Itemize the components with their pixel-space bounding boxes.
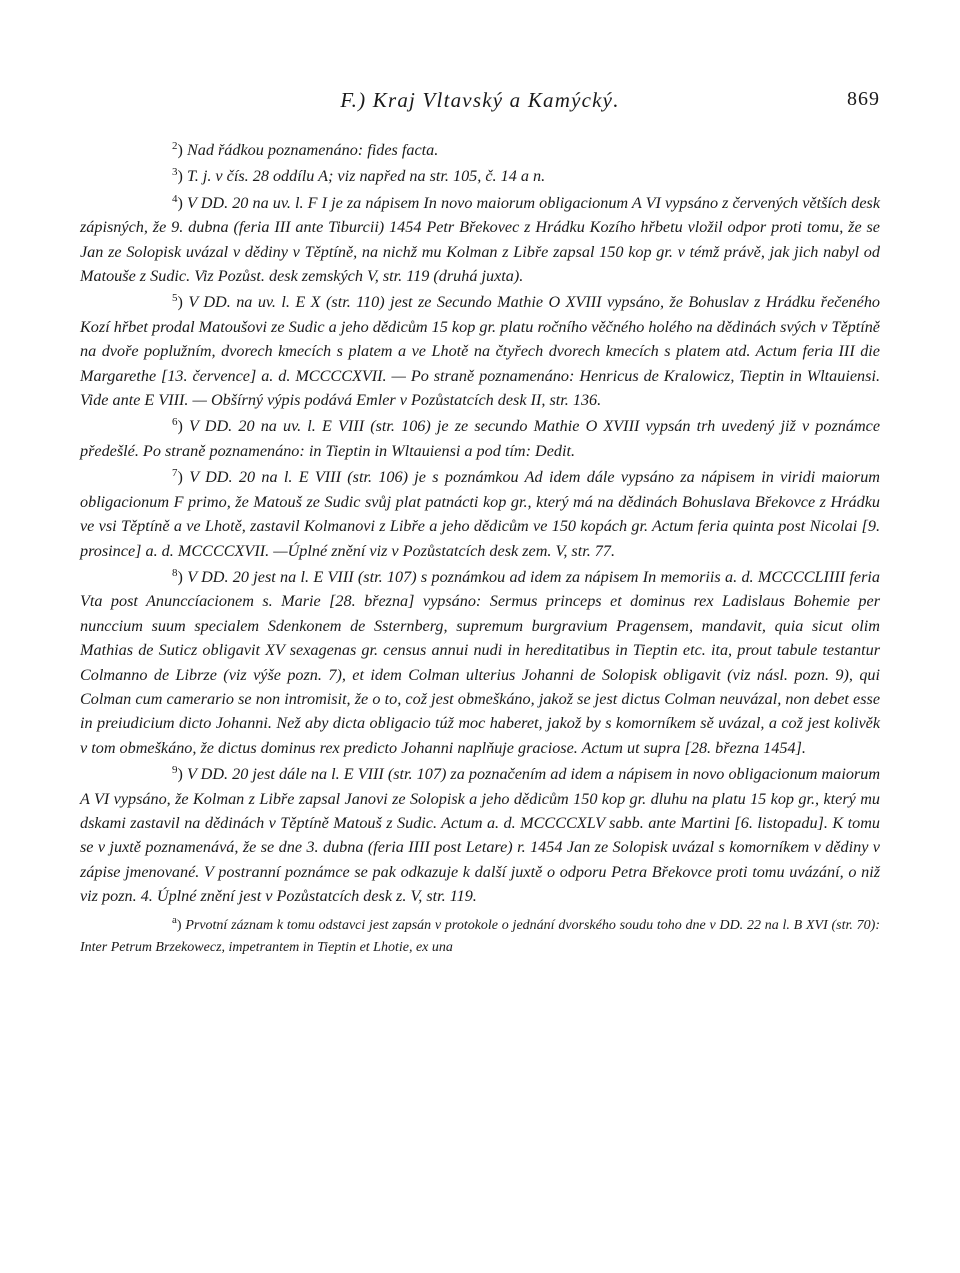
footnote-text: Nad řádkou poznamenáno: fides facta. xyxy=(186,141,439,159)
footnote-mark: 9 xyxy=(172,764,178,777)
footnote-8: $^8$) V DD. 20 jest na l. E VIII (str. 107) s poznámkou ad idem za nápisem In memoriis a. d. MCCCCLIIII feria Vta post Anunccíacionem s. Marie [28. března] vypsáno: Sermus princeps et dominus rex Ladislaus Bohemie per nunccium suum specialem Sdenkonem de Ssternberg, supremum burgravium Pragensem, mandavit, quia sicut olim Mathias de Suticz obligavit XV sexagenas gr. census annui nudi in hereditatibus in Tieptin etc. ita, prout tabule testantur Colmanno de Librze (viz výše pozn. 7), et idem Colman ulterius Johanni de Solopisk obligavit (viz násl. pozn. 9), qui Colman cum camerario se non intromisit, že o to, což jest obmeškáno, jakož se jest dictus Colman neuvázal, non debet esse in preiudicium dicto Johanni. Než aby dicta obligacio túž moc haberet, jakož by s komorníkem sě uvázal, a což jest kolivěk v tom obmeškáno, že dictus dominus rex predicto Johanni naplňuje graciose. Actum ut supra [28. března 1454]. xyxy=(80,566,880,757)
running-head: F.) Kraj Vltavský a Kamýcký. xyxy=(340,88,620,112)
footnote-text: V DD. 20 jest dále na l. E VIII (str. 107) za poznačením ad idem a nápisem in novo obligacionum maiorum A VI vypsáno, že Kolman z Libře zapsal Janovi ze Solopisk a jeho dědicům 150 kop gr. dluhu na platu 15 kop gr., který mu dskami zastavil na dědinách v Těptíně Matouš z Sudic. Actum a. d. MCCCCXLV sabb. ante Martini [6. listopadu]. K tomu se v juxtě poznamenává, že se dne 3. dubna (feria IIII post Letare) r. 1454 Jan ze Solopisk uvázal s komorníkem v dědiny v zápise jmenované. V postranní poznámce se pak odkazuje k další juxtě o odporu Petra Břekovce proti tomu uvázání, o niž viz pozn. 4. Úplné znění jest v Pozůstatcích desk z. V, str. 119. xyxy=(80,765,881,906)
footnote-5: $^5$) V DD. na uv. l. E X (str. 110) jest ze Secundo Mathie O XVIII vypsáno, že Bohuslav z Hrádku řečeného Kozí hřbet prodal Matoušovi ze Sudic a jeho dědicům 15 kop gr. platu ročního věčného holého na dědinách svých v Těptíně na dvoře poplužním, dvorech kmecích s platem a ve Lhotě na čtyřech dvorech kmecích s platem atd. Actum feria III die Margarethe [13. července] a. d. MCCCCXVII. — Po straně poznamenáno: Henricus de Kralowicz, Tieptin in Wltauiensi. Vide ante E VIII. — Obšírný výpis podává Emler v Pozůstatcích desk II, str. 136. xyxy=(80,292,881,410)
footnote-text: T. j. v čís. 28 oddílu A; viz napřed na str. 105, č. 14 a n. xyxy=(186,167,546,186)
footnote-text: V DD. na uv. l. E X (str. 110) jest ze Secundo Mathie O XVIII vypsáno, že Bohuslav z Hrádku řečeného Kozí hřbet prodal Matoušovi ze Sudic a jeho dědicům 15 kop gr. platu ročního věčného holého na dědinách svých v Těptíně na dvoře poplužním, dvorech kmecích s platem a ve Lhotě na čtyřech dvorech kmecích s platem atd. Actum feria III die Margarethe [13. července] a. d. MCCCCXVII. — Po straně poznamenáno: Henricus de Kralowicz, Tieptin in Wltauiensi. Vide ante E VIII. — Obšírný výpis podává Emler v Pozůstatcích desk II, str. 136. xyxy=(80,293,881,410)
footnote-text: V DD. 20 jest na l. E VIII (str. 107) s poznámkou ad idem za nápisem In memoriis a. d. MCCCCLIIII feria Vta post Anunccíacionem s. Marie [28. března] vypsáno: Sermus princeps et dominus rex Ladislaus Bohemie per nunccium suum specialem Sdenkonem de Ssternberg, supremum burgravium Pragensem, mandavit, quia sicut olim Mathias de Suticz obligavit XV sexagenas gr. census annui nudi in hereditatibus in Tieptin etc. ita, prout tabule testantur Colmanno de Librze (viz výše pozn. 7), et idem Colman ulterius Johanni de Solopisk obligavit (viz násl. pozn. 9), qui Colman cum camerario se non intromisit, že o to, což jest obmeškáno, jakož se jest dictus Colman neuvázal, non debet esse in preiudicium dicto Johanni. Než aby dicta obligacio túž moc haberet, jakož by s komorníkem sě uvázal, a což jest kolivěk v tom obmeškáno, že dictus dominus rex predicto Johanni naplňuje graciose. Actum ut supra [28. března 1454]. xyxy=(80,567,880,757)
footnote-4: $^4$) V DD. 20 na uv. l. F I je za nápisem In novo maiorum obligacionum A VI vypsáno z červených větších desk zápisných, že 9. dubna (feria III ante Tiburcii) 1454 Petr Břekovec z Hrádku Kozího hřbetu vložil odpor proti tomu, že se Jan ze Solopisk uvázal v dědiny v Těptíně, na nichž mu Kolman z Libře zapsal 150 kop gr. v témž právě, jak jich nabyl od Matouše z Sudic. Viz Pozůst. desk zemských V, str. 119 (druhá juxta). xyxy=(80,192,881,286)
footnote-mark: 6 xyxy=(172,416,178,429)
footnote-text: V DD. 20 na uv. l. E VIII (str. 106) je ze secundo Mathie O XVIII vypsán trh uvedený již v poznámce předešlé. Po straně poznamenáno: in Tieptin in Wltauiensi a pod tím: Dedit. xyxy=(80,417,881,460)
footnote-6: $^6$) V DD. 20 na uv. l. E VIII (str. 106) je ze secundo Mathie O XVIII vypsán trh uvedený již v poznámce předešlé. Po straně poznamenáno: in Tieptin in Wltauiensi a pod tím: Dedit. xyxy=(80,416,881,460)
footnote-mark: 7 xyxy=(172,467,178,480)
footnote-text: V DD. 20 na uv. l. F I je za nápisem In novo maiorum obligacionum A VI vypsáno z červených větších desk zápisných, že 9. dubna (feria III ante Tiburcii) 1454 Petr Břekovec z Hrádku Kozího hřbetu vložil odpor proti tomu, že se Jan ze Solopisk uvázal v dědiny v Těptíně, na nichž mu Kolman z Libře zapsal 150 kop gr. v témž právě, jak jich nabyl od Matouše z Sudic. Viz Pozůst. desk zemských V, str. 119 (druhá juxta). xyxy=(80,193,881,286)
footnote-mark: a xyxy=(172,913,177,926)
footnote-text: Prvotní záznam k tomu odstavci jest zapsán v protokole o jednání dvorského soudu toho dne v DD. 22 na l. B XVI (str. 70): Inter Petrum Brzekowecz, impetrantem in Tieptin et Lhotie, ex una xyxy=(80,917,880,955)
footnote-mark: 5 xyxy=(172,292,178,305)
footnote-3: $^3$) T. j. v čís. 28 oddílu A; viz napřed na str. 105, č. 14 a n. xyxy=(172,166,546,186)
footnote-mark: 2 xyxy=(172,140,178,152)
footnote-mark: 8 xyxy=(172,566,178,579)
footnote-a: $^a$) Prvotní záznam k tomu odstavci jest zapsán v protokole o jednání dvorského soudu toho dne v DD. 22 na l. B XVI (str. 70): Inter Petrum Brzekowecz, impetrantem in Tieptin et Lhotie, ex una xyxy=(80,913,880,955)
page-number: 869 xyxy=(847,88,880,110)
footnote-9: $^9$) V DD. 20 jest dále na l. E VIII (str. 107) za poznačením ad idem a nápisem in novo obligacionum maiorum A VI vypsáno, že Kolman z Libře zapsal Janovi ze Solopisk a jeho dědicům 150 kop gr. dluhu na platu 15 kop gr., který mu dskami zastavil na dědinách v Těptíně Matouš z Sudic. Actum a. d. MCCCCXLV sabb. ante Martini [6. listopadu]. K tomu se v juxtě poznamenává, že se dne 3. dubna (feria IIII post Letare) r. 1454 Jan ze Solopisk uvázal s komorníkem v dědiny v zápise jmenované. V postranní poznámce se pak odkazuje k další juxtě o odporu Petra Břekovce proti tomu uvázání, o niž viz pozn. 4. Úplné znění jest v Pozůstatcích desk z. V, str. 119. xyxy=(80,764,881,906)
footnote-text: V DD. 20 na l. E VIII (str. 106) je s poznámkou Ad idem dále vypsáno za nápisem in viridi maiorum obligacionum F primo, že Matouš ze Sudic svůj plat patnácti kop gr., který má na dědinách Bohuslava Břekovce z Hrádku ve vsi Těptíně a ve Lhotě, zastavil Kolmanovi z Libře a jeho dědicům ve 150 kopách gr. Actum feria quinta post Nicolai [9. prosince] a. d. MCCCCXVII. —Úplné znění viz v Pozůstatcích desk zem. V, str. 77. xyxy=(80,468,880,560)
footnote-mark: 3 xyxy=(172,166,178,179)
footnote-mark: 4 xyxy=(172,192,178,205)
footnote-7: $^7$) V DD. 20 na l. E VIII (str. 106) je s poznámkou Ad idem dále vypsáno za nápisem in viridi maiorum obligacionum F primo, že Matouš ze Sudic svůj plat patnácti kop gr., který má na dědinách Bohuslava Břekovce z Hrádku ve vsi Těptíně a ve Lhotě, zastavil Kolmanovi z Libře a jeho dědicům ve 150 kopách gr. Actum feria quinta post Nicolai [9. prosince] a. d. MCCCCXVII. —Úplné znění viz v Pozůstatcích desk zem. V, str. 77. xyxy=(80,467,880,560)
footnotes xyxy=(80,138,880,959)
footnote-2: $^2$) Nad řádkou poznamenáno: fides facta. xyxy=(172,140,439,159)
page-header xyxy=(80,88,880,118)
